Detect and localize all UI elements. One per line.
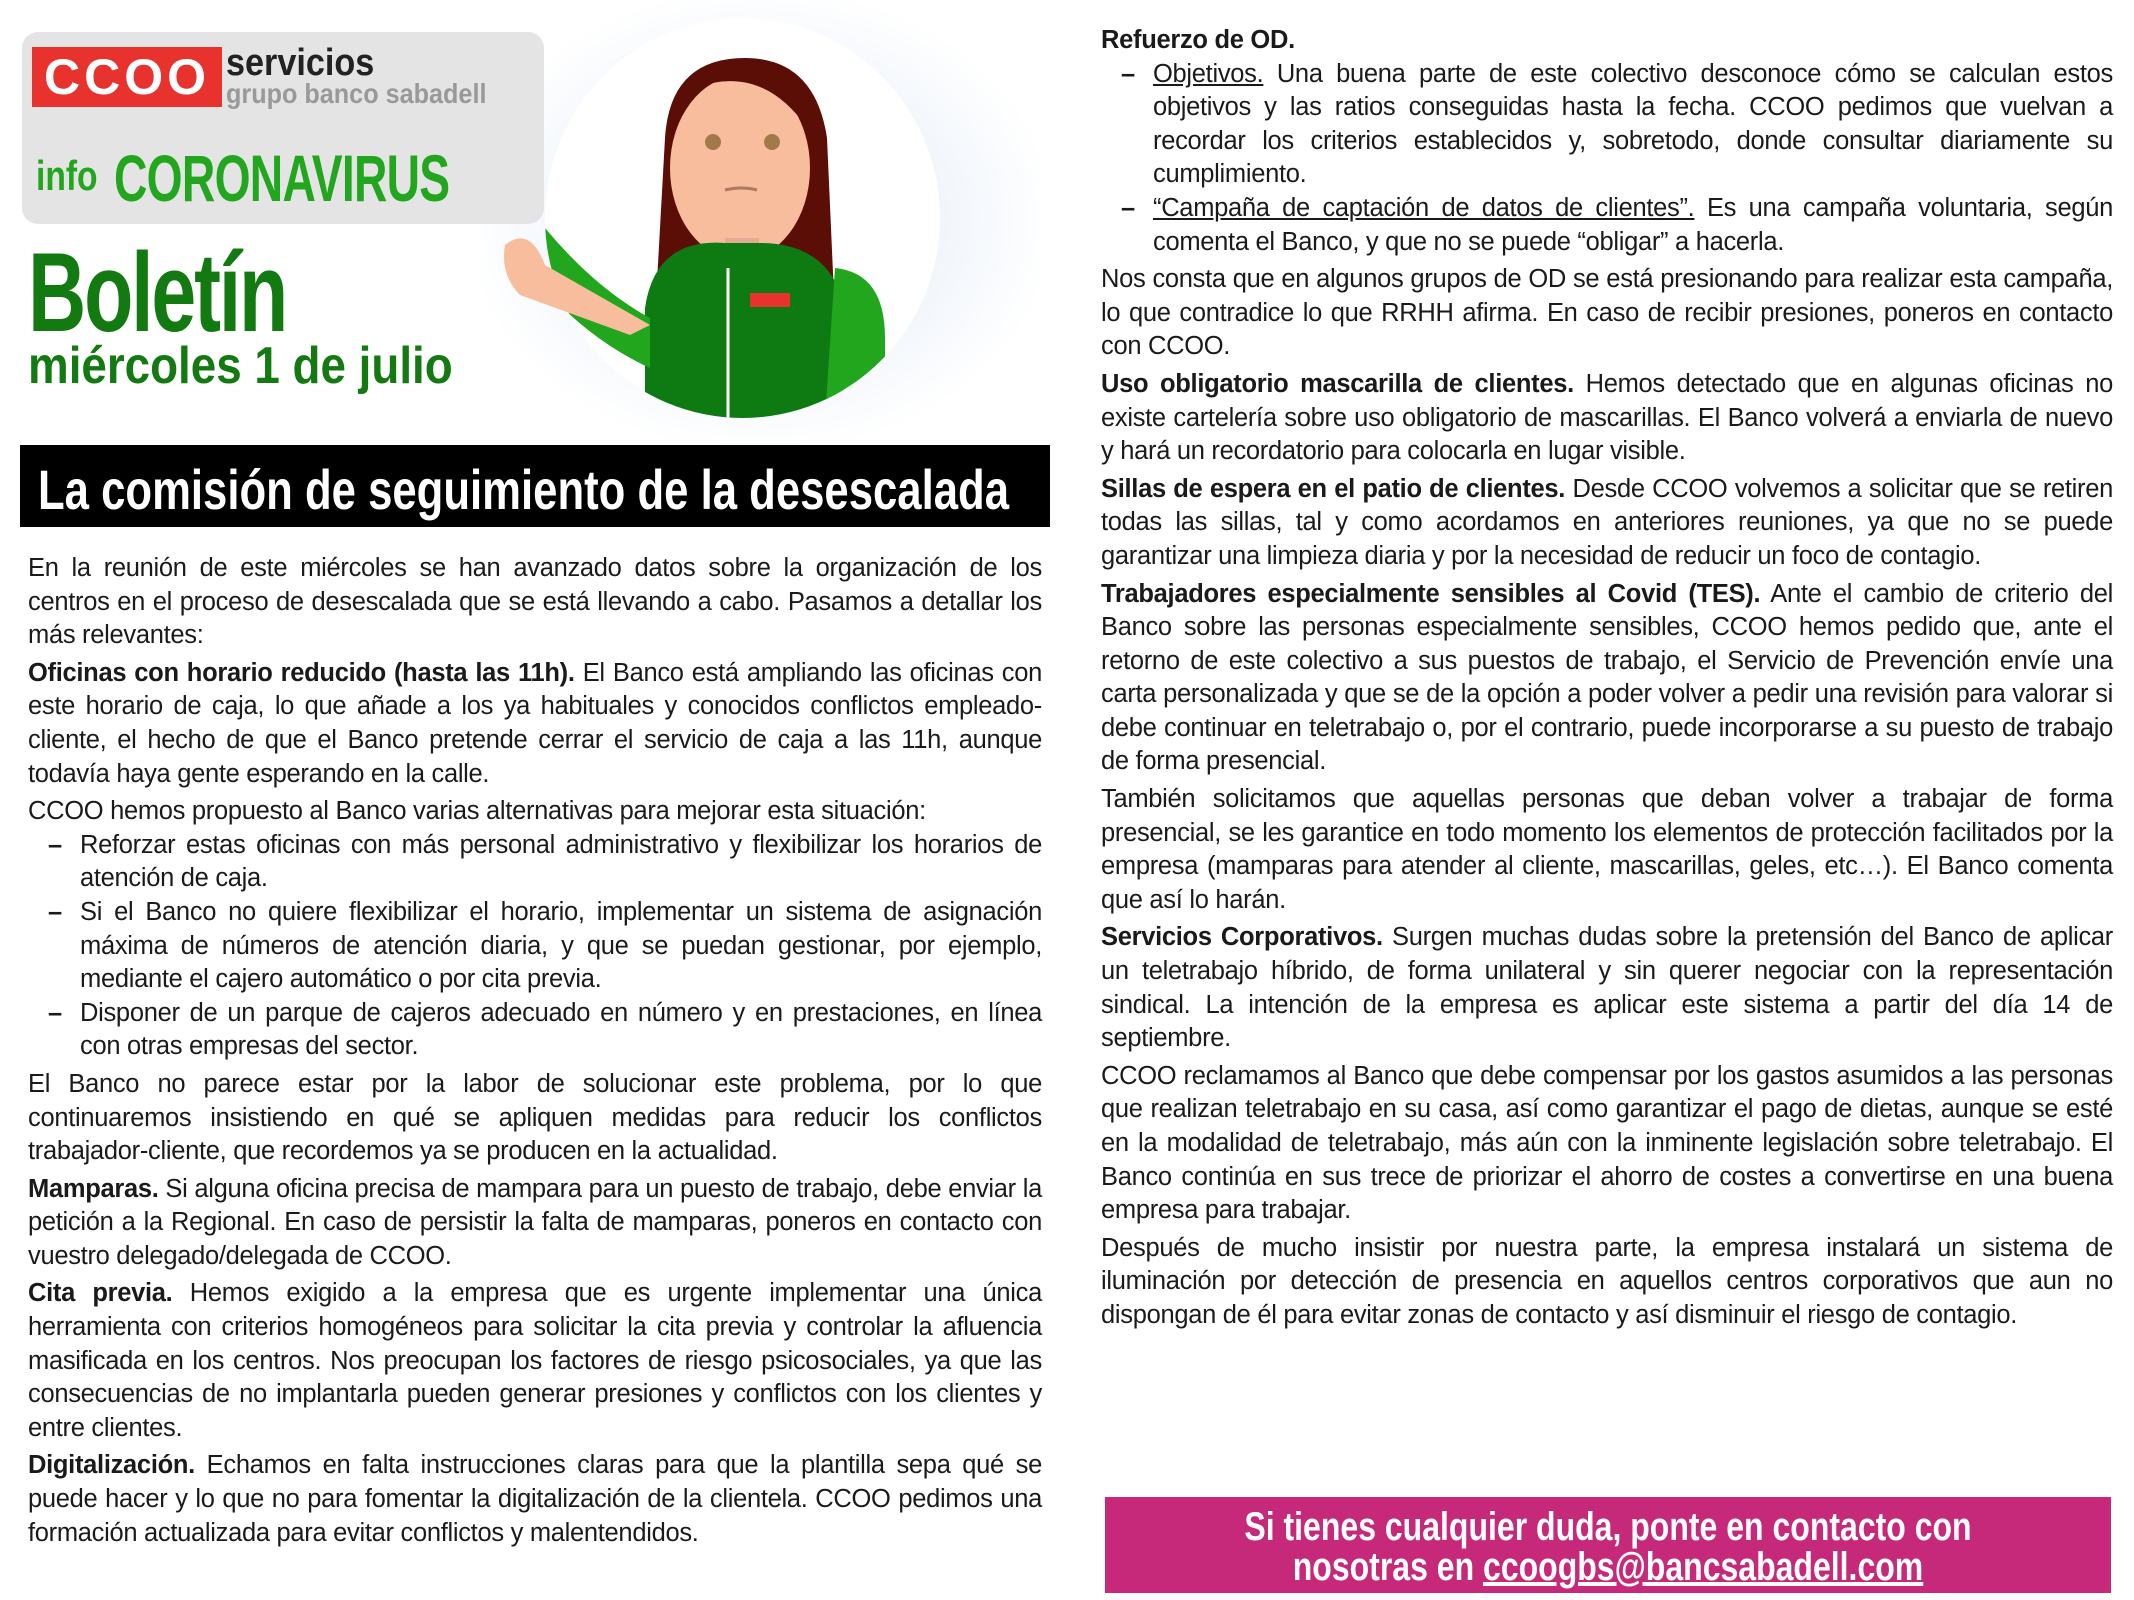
od-title: Refuerzo de OD. <box>1101 26 1295 54</box>
bulletin-date: miércoles 1 de julio <box>28 337 453 395</box>
hand-illustration <box>500 225 660 335</box>
left-column <box>28 552 1042 1554</box>
headline-banner <box>20 445 1050 527</box>
bulletin-title: Boletín <box>28 230 287 355</box>
email-link[interactable]: ccoogbs@bancsabadell.com <box>1483 1545 1924 1589</box>
proposal-list <box>28 829 1042 1064</box>
list-item: – “Campaña de captación de datos de clientes”. Es una campaña voluntaria, según comenta el Banco, y que no se puede “obligar” a hacerla. <box>1101 192 2113 259</box>
org-name: servicios <box>226 42 375 84</box>
sillas-paragraph: Sillas de espera en el patio de clientes. Desde CCOO volvemos a solicitar que se retiren todas las sillas, tal y como acordamos en anteriores reuniones, ya que no se puede garantizar una limpieza diaria y por la necesidad de reducir un foco de contagio. <box>1101 474 2113 570</box>
servicios-paragraph: Servicios Corporativos. Surgen muchas dudas sobre la pretensión del Banco de aplicar un teletrabajo híbrido, de forma unilateral y sin querer negociar con la representación sindical. La intención de la empresa es aplicar este sistema a partir del día 14 de septiembre. <box>1101 923 2113 1053</box>
tes-paragraph-2: También solicitamos que aquellas personas que deban volver a trabajar de forma presencial, se les garantice en todo momento los elementos de protección facilitados por la empresa (mamparas para atender al cliente, mascarillas, geles, etc…). El Banco comenta que así lo harán. <box>1101 785 2113 914</box>
digital-paragraph: Digitalización. Echamos en falta instrucciones claras para que la plantilla sepa qué se puede hacer y lo que no para fomentar la digitalización de la clientela. CCOO pedimos una formación actualizada para evitar conflictos y malentendidos. <box>28 1451 1042 1547</box>
intro: En la reunión de este miércoles se han avanzado datos sobre la organización de los centros en el proceso de desescalada que se está llevando a cabo. Pasamos a detallar los más relevantes: <box>28 554 1042 650</box>
oficinas-paragraph: Oficinas con horario reducido (hasta las 11h). El Banco está ampliando las oficinas con este horario de caja, lo que añade a los ya habituales y conocidos conflictos empleado-cliente, el hecho de que el Banco pretende cerrar el servicio de caja a las 11h, aunque todavía haya gente esperando en la calle. <box>28 658 1042 788</box>
headline: La comisión de seguimiento de la desescalada <box>38 458 1010 521</box>
illustration-circle <box>545 18 940 418</box>
servicios-paragraph-2: CCOO reclamamos al Banco que debe compensar por los gastos asumidos a las personas que realizan teletrabajo en su casa, así como garantizar el pago de dietas, aunque se esté en la modalidad de teletrabajo, más aún con la inminente legislación sobre teletrabajo. El Banco continúa en sus trece de priorizar el ahorro de costes a convertirse en una buena empresa para trabajar. <box>1101 1061 2113 1225</box>
contact-footer <box>1105 1497 2111 1593</box>
list-item: – Objetivos. Una buena parte de este colectivo desconoce cómo se calculan estos objetivos y las ratios conseguidas hasta la fecha. CCOO pedimos que vuelvan a recordar los criterios establecidos y, sobretodo, donde consultar diariamente su cumplimiento. <box>1101 58 2113 192</box>
woman-illustration <box>545 18 940 418</box>
od-text: Nos consta que en algunos grupos de OD se está presionando para realizar esta campaña, lo que contradice lo que RRHH afirma. En caso de recibir presiones, poneros en contacto con CCOO. <box>1101 265 2113 361</box>
footer-line2: nosotras en ccoogbs@bancsabadell.com <box>1292 1545 1924 1589</box>
mascarilla-paragraph: Uso obligatorio mascarilla de clientes. Hemos detectado que en algunas oficinas no existe cartelería sobre uso obligatorio de mascarillas. El Banco volverá a enviarla de nuevo y hará un recordatorio para colocarla en lugar visible. <box>1101 369 2113 466</box>
footer-line1: Si tienes cualquier duda, ponte en contacto con <box>1244 1505 1972 1549</box>
tes-paragraph: Trabajadores especialmente sensibles al Covid (TES). Ante el cambio de criterio del Banco sobre las personas especialmente sensibles, CCOO hemos pedido que, ante el retorno de este colectivo a sus puestos de trabajo, el Servicio de Prevención envíe una carta personalizada y que se de la opción a poder volver a pedir una revisión para valorar si debe continuar en teletrabajo o, por el contrario, puede incorporarse a su puesto de trabajo de forma presencial. <box>1101 579 2113 776</box>
conclusion: El Banco no parece estar por la labor de solucionar este problema, por lo que continuaremos insistiendo en qué se apliquen medidas para reducir los conflictos trabajador-cliente, que recordemos ya se producen en la actualidad. <box>28 1069 1042 1166</box>
od-list <box>1101 58 2113 260</box>
propuesta: CCOO hemos propuesto al Banco varias alternativas para mejorar esta situación: <box>28 797 926 826</box>
ccoo-logo: CCOO <box>32 47 222 107</box>
list-item: – Disponer de un parque de cajeros adecuado en número y en prestaciones, en línea con otras empresas del sector. <box>28 997 1042 1064</box>
mamparas-paragraph: Mamparas. Si alguna oficina precisa de mampara para un puesto de trabajo, debe enviar la petición a la Regional. En caso de persistir la falta de mamparas, poneros en contacto con vuestro delegado/delegada de CCOO. <box>28 1174 1042 1270</box>
group-name: grupo banco sabadell <box>226 78 487 109</box>
cita-paragraph: Cita previa. Hemos exigido a la empresa que es urgente implementar una única herramienta con criterios homogéneos para solicitar la cita previa y controlar la afluencia masificada en los centros. Nos preocupan los factores de riesgo psicosociales, ya que las consecuencias de no implantarla pueden generar presiones y conflictos con los clientes y entre clientes. <box>28 1279 1043 1442</box>
right-column <box>1101 24 2113 1337</box>
list-item: – Si el Banco no quiere flexibilizar el horario, implementar un sistema de asignación máxima de números de atención diaria, y que se puedan gestionar, por ejemplo, mediante el cajero automático o por cita previa. <box>28 896 1042 997</box>
list-item: – Reforzar estas oficinas con más personal administrativo y flexibilizar los horarios de atención de caja. <box>28 829 1042 896</box>
info-title: CORONAVIRUS <box>114 141 450 215</box>
info-prefix: info <box>36 152 98 199</box>
servicios-paragraph-3: Después de mucho insistir por nuestra parte, la empresa instalará un sistema de iluminación por detección de presencia en aquellos centros corporativos que aun no dispongan de él para evitar zonas de contacto y así disminuir el riesgo de contagio. <box>1101 1233 2113 1329</box>
